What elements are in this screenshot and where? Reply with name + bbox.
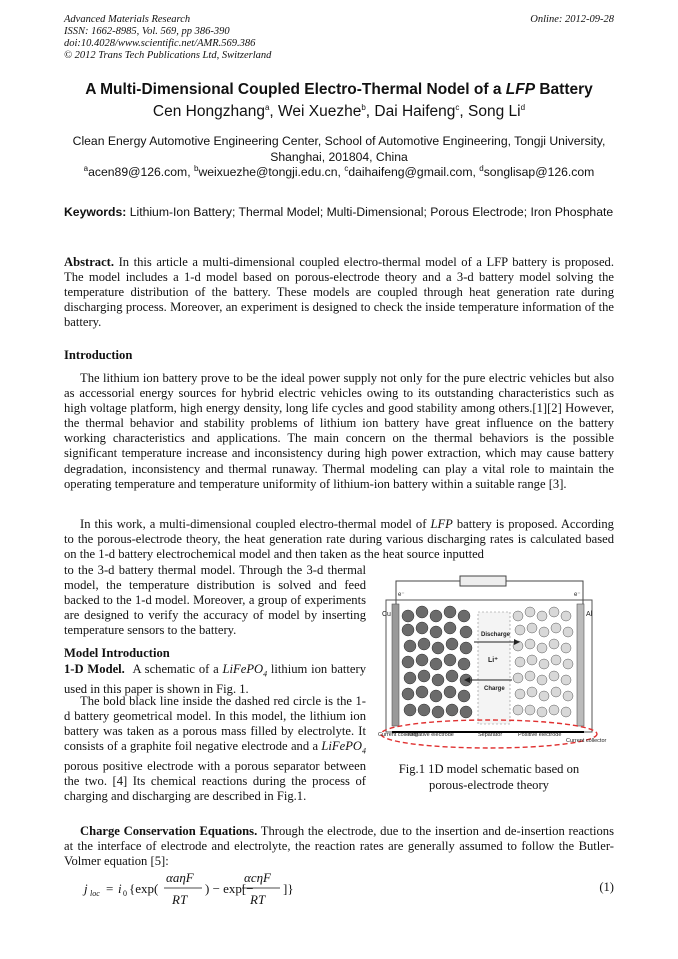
intro-p2-b: battery is proposed. According to the porous-electrode theory, the heat generation rate during various discharging rates is calculated based on the 1-d battery electrochemical model and then taken as the heat source inputted [64,517,614,562]
intro-paragraph-2 [64,517,614,562]
author-name: Dai Haifeng [374,103,456,120]
label-charge: Charge [484,686,505,692]
charge-label: Charge Conservation Equations. [80,824,258,838]
eq-end: ]} [283,881,294,896]
issn: ISSN: 1662-8985, Vol. 569, pp 386-390 [64,26,230,37]
abstract [64,255,614,330]
keywords-label: Keywords: [64,205,127,219]
label-negative: Negative electrode [408,732,454,738]
model-1d-b: lithium ion battery used in this paper is shown in Fig. 1. [64,662,366,696]
load-resistor [460,576,506,586]
separator [478,612,510,724]
journal-meta [64,14,271,62]
intro-paragraph-1: The lithium ion battery prove to be the ideal power supply not only for the pure electric vehicles but also as accessorial energy sources for hybrid electric vehicles owing to its outstanding characteristics such as high voltage platform, high energy density, long life cycles and good stability among others.[1][2] However, the thermal behavior and stability problems of lithium ion battery have great influence on the battery working characteristics and applications. The main concern on the thermal behaviors is the possible significant temperature increase and inconsistency during high power extraction, which may cause battery degradation, inconsistency and thermal runaway. Thermal modeling can play a vital role to maintain the operating temperature and temperature uniformity of lithium-ion battery within a suitable range [3]. [64,371,614,491]
model-1d-a: A schematic of a [132,662,223,676]
equation-number: (1) [599,880,614,894]
charge-text: Through the electrode, due to the insertion and de-insertion reactions at the interface of electrode and electrolyte, the reaction rates are generally assumed to follow the Butler-Volmer equation [5]: [64,824,614,869]
label-e-left: e⁻ [398,592,405,598]
eq-i: i [118,881,122,896]
positive-particles [513,607,573,717]
model-1d-sub: 4 [263,669,268,679]
intro-paragraph-2-cont: to the 3-d battery thermal model. Through the 3-d thermal model, the temperature distribution is solved and feed backed to the 1-d model. Moreover, a group of experiments are designed to verify the accuracy of model by inserting temperature sensors to the battery. [64,563,366,638]
label-separator: Separator [478,732,503,738]
eq-mid: ) − exp[− [205,881,254,896]
keywords [64,205,614,220]
model-bold-paragraph [64,694,366,804]
email-list: $^a$acen89@126.com, $^b$weixuezhe@tongji.edu.cn, $^c$daihaifeng@gmail.com, $^d$songlisap@126.com [83,163,595,179]
eq-den2: RT [250,892,266,907]
email-link[interactable]: weixuezhe@tongji.edu.cn [198,165,338,179]
label-cu: Cu [382,611,391,618]
label-current-left: Current collector [378,732,419,738]
email-sup: d [479,163,484,173]
author-sup: c [455,102,460,112]
eq-j-sub: loc [90,889,100,898]
label-current-right: Current collector [566,738,607,744]
eq-den1: RT [172,892,188,907]
figure-1-diagram [378,572,607,754]
model-formula: LiFePO [321,739,362,754]
charge-conservation-paragraph [64,824,614,869]
eq-exp1: {exp( [129,881,159,896]
email-sup: c [344,163,349,173]
label-li: Li⁺ [488,657,498,664]
eq-i-sub: 0 [123,889,127,898]
affiliation: Clean Energy Automotive Engineering Center, School of Automotive Engineering, Tongji University, Shanghai, 201804, China [72,134,606,164]
eq-num1: αaηF [166,870,194,885]
keywords-text: Lithium-Ion Battery; Thermal Model; Multi-Dimensional; Porous Electrode; Iron Phosphate [129,205,614,219]
negative-particles [402,606,472,718]
butler-volmer-equation [84,868,554,910]
figure-1-caption: Fig.1 1D model schematic based on porous-electrode theory [398,762,580,792]
collector-left [392,604,399,726]
email-sup: a [83,163,89,173]
intro-p2-a: In this work, a multi-dimensional coupled electro-thermal model of [80,517,431,531]
doi: doi:10.4028/www.scientific.net/AMR.569.386 [64,38,256,49]
author-list: Cen Hongzhang$^a$, Wei Xuezhe$^b$, Dai Haifeng$^c$, Song Li$^d$ [152,102,526,120]
author-sup: a [264,102,270,112]
email-link[interactable]: acen89@126.com [88,165,188,179]
eq-num2: αcηF [244,870,271,885]
email-sup: b [194,163,199,173]
title-post: Battery [535,81,593,98]
email-link[interactable]: songlisap@126.com [483,165,595,179]
eq-j: j [84,881,88,896]
paper-title [40,81,638,99]
wire-right [506,581,583,604]
author-sup: b [361,102,366,112]
label-positive: Positive electrode [518,732,562,738]
wire-left [396,581,460,604]
model-bold-text: The bold black line inside the dashed red circle is the 1-d battery geometrical model. In this model, the lithium ion battery was taken as a porous mass filled by electrolyte. It consists of a graphite foil negative electrode and a [64,694,366,754]
model-1d-label: 1-D Model. [64,662,125,676]
title-pre: A Multi-Dimensional Coupled Electro-Thermal Nodel of a [85,81,506,98]
online-date: Online: 2012-09-28 [530,14,614,25]
eq-equals: = [106,881,114,896]
author-sup: d [520,102,526,112]
abstract-label: Abstract. [64,255,115,269]
model-1d-paragraph [64,662,366,697]
label-e-right: e⁻ [574,592,581,598]
author-name: Wei Xuezhe [278,103,362,120]
author-name: Cen Hongzhang [152,103,265,120]
model-formula-sub: 4 [362,746,366,756]
email-link[interactable]: daihaifeng@gmail.com [348,165,473,179]
journal-name: Advanced Materials Research [64,14,191,25]
author-name: Song Li [468,103,521,120]
introduction-heading: Introduction [64,348,133,362]
abstract-text: In this article a multi-dimensional coupled electro-thermal model of a LFP battery is proposed. The model includes a 1-d model based on porous-electrode theory and a 3-d battery model solving the temperature distribution of the battery. These models are coupled through heat generation rate during discharging process. Moreover, an experiment is designed to check the inside temperature information of the battery. [64,255,614,330]
model-end-text: porous positive electrode with a porous separator between the two. [4] Its chemical reactions during the process of charging and discharging are described in Fig.1. [64,758,366,804]
label-al: Al [586,611,593,618]
title-italic: LFP [505,81,536,98]
model-heading: Model Introduction [64,646,170,660]
copyright: © 2012 Trans Tech Publications Ltd, Switzerland [64,50,272,61]
collector-right [577,604,584,726]
label-discharge: Discharge [481,632,511,638]
intro-p2-lfp: LFP [430,517,453,531]
model-1d-formula: LiFePO [222,662,264,676]
